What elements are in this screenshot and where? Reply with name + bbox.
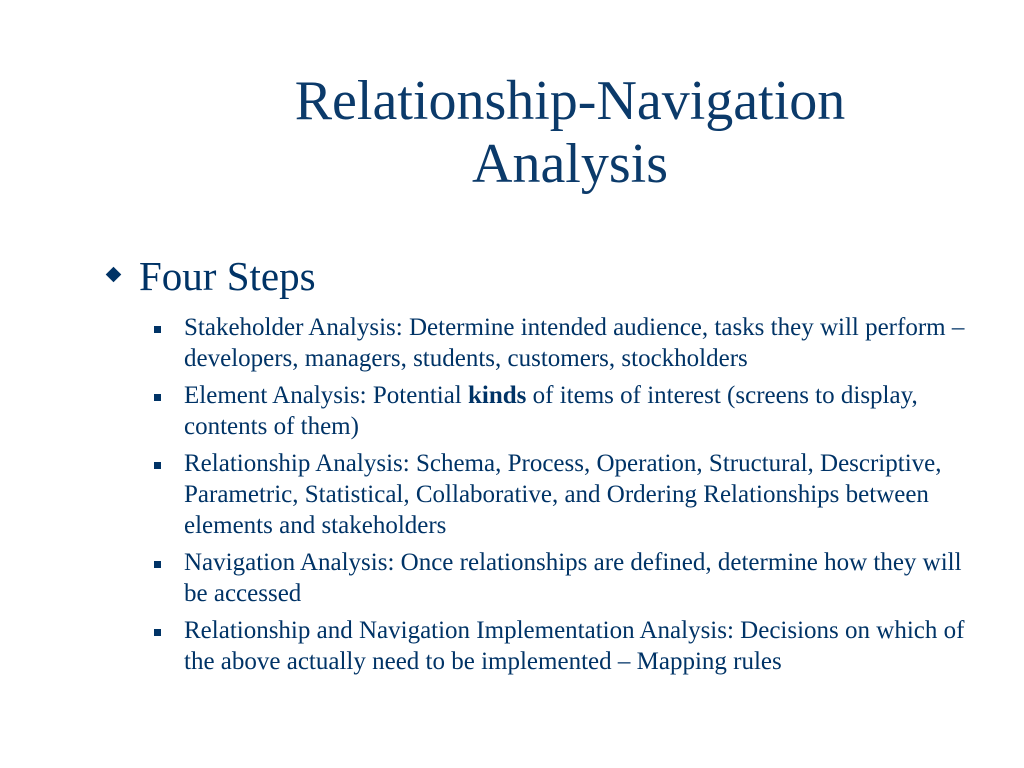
diamond-bullet-icon xyxy=(106,266,122,282)
step-navigation-analysis xyxy=(150,547,990,609)
step-text: Relationship Analysis: Schema, Process, Operation, Structural, Descriptive, Parametric, Statistical, Collaborative, and Ordering Relationships between elements and stakeholders xyxy=(184,450,942,539)
square-bullet-icon xyxy=(154,462,161,469)
step-text-bold: kinds xyxy=(468,382,527,409)
step-relationship-analysis xyxy=(150,448,990,541)
bullet-four-steps-text: Four Steps xyxy=(139,253,316,299)
step-text-pre: Element Analysis: Potential xyxy=(184,382,468,409)
steps-list xyxy=(150,312,990,683)
square-bullet-icon xyxy=(154,561,161,568)
step-text: Stakeholder Analysis: Determine intended audience, tasks they will perform – developers, managers, students, customers, stockholders xyxy=(184,314,965,372)
slide-title-line-1: Relationship-Navigation xyxy=(294,70,846,132)
square-bullet-icon xyxy=(154,629,161,636)
step-implementation-analysis xyxy=(150,615,990,677)
step-text-post: of items of interest (screens to display, contents of them) xyxy=(184,382,918,440)
step-stakeholder-analysis xyxy=(150,312,990,374)
square-bullet-icon xyxy=(154,326,161,333)
step-text: Relationship and Navigation Implementation Analysis: Decisions on which of the above actually need to be implemented – Mapping rules xyxy=(184,617,965,675)
slide-title xyxy=(160,70,980,196)
bullet-four-steps xyxy=(108,252,316,300)
step-element-analysis xyxy=(150,380,990,442)
square-bullet-icon xyxy=(154,394,161,401)
slide-title-line-2: Analysis xyxy=(472,133,668,195)
step-text: Navigation Analysis: Once relationships are defined, determine how they will be accessed xyxy=(184,549,962,607)
